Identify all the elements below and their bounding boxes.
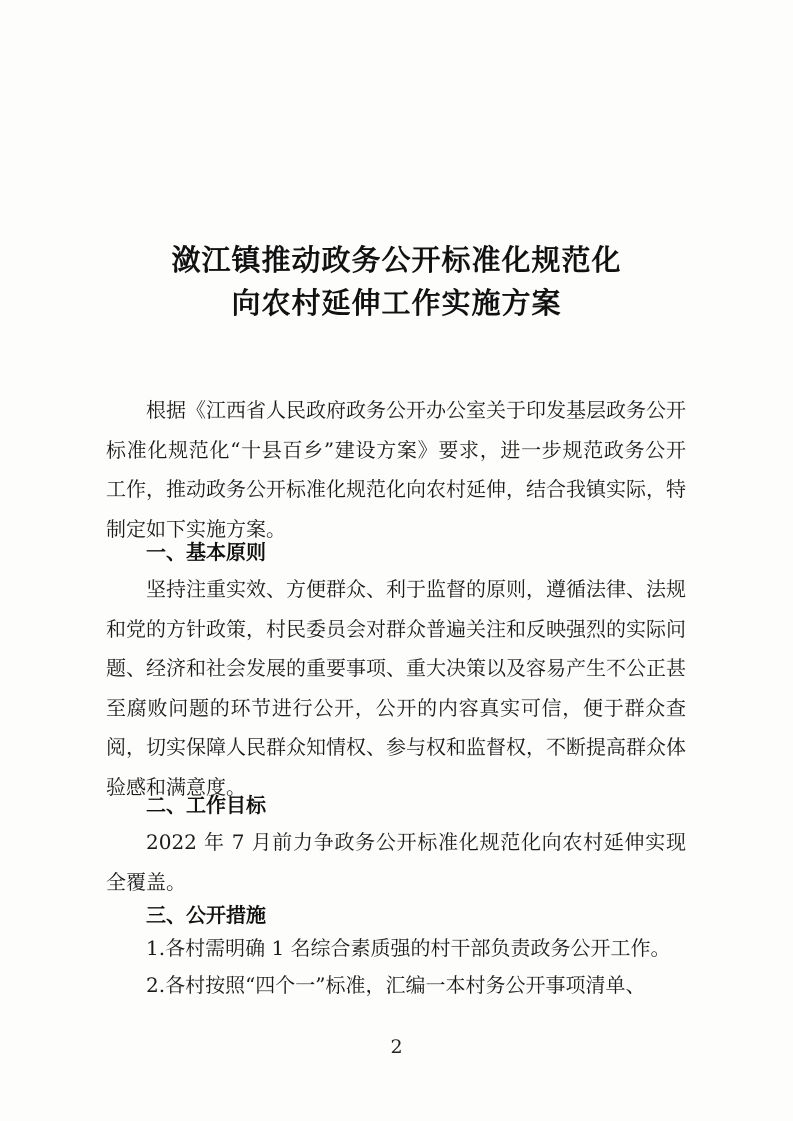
section-heading-work-goals: 二、工作目标 [146, 793, 266, 817]
measure-item-1: 1.各村需明确 1 名综合素质强的村干部负责政务公开工作。 [146, 936, 671, 960]
section-paragraph-work-goals: 2022 年 7 月前力争政务公开标准化规范化向农村延伸实现全覆盖。 [106, 830, 686, 894]
section-paragraph-basic-principles: 坚持注重实效、方便群众、利于监督的原则，遵循法律、法规和党的方针政策，村民委员会对群众普遍关注和反映强烈的实际问题、经济和社会发展的重要事项、重大决策以及容易产生不公正甚至腐败问题的环节进行公开，公开的内容真实可信，便于群众查阅，切实保障人民群众知情权、参与权和监督权，不断提高群众体验感和满意度。 [106, 577, 686, 799]
measure-item-2: 2.各村按照“四个一”标准，汇编一本村务公开事项清单、 [146, 973, 646, 997]
document-title-line-2: 向农村延伸工作实施方案 [231, 286, 562, 320]
document-title-line-1: 潋江镇推动政务公开标准化规范化 [171, 243, 622, 277]
page-number: 2 [390, 1036, 403, 1058]
section-heading-disclosure-measures: 三、公开措施 [146, 903, 266, 927]
intro-paragraph: 根据《江西省人民政府政务公开办公室关于印发基层政务公开标准化规范化“十县百乡”建设方案》要求，进一步规范政务公开工作，推动政务公开标准化规范化向农村延伸，结合我镇实际，特制定如下实施方案。 [106, 398, 686, 541]
section-heading-basic-principles: 一、基本原则 [146, 540, 266, 564]
